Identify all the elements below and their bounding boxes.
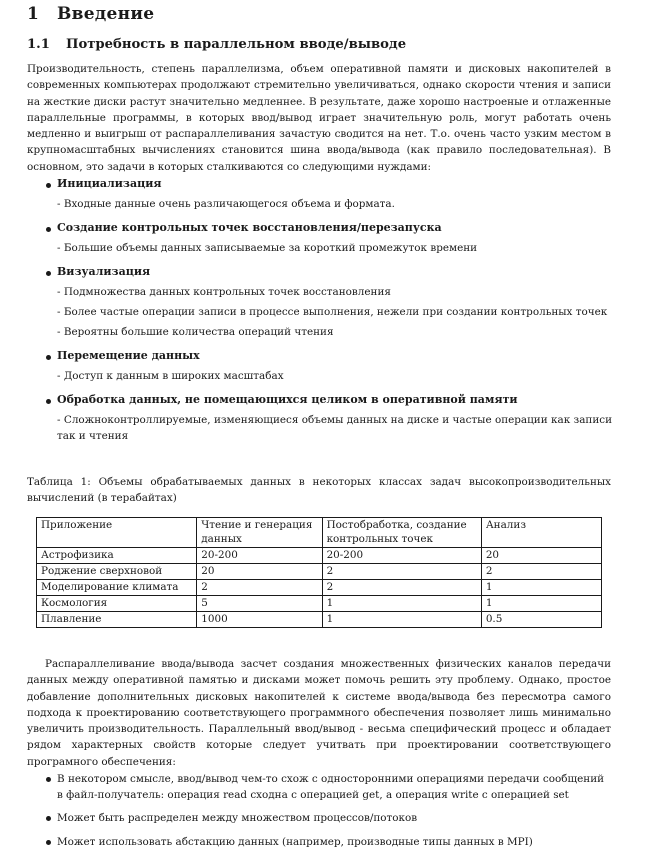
table-cell: 20: [481, 548, 601, 564]
list-item-detail: - Доступ к данным в широких масштабах: [57, 370, 284, 382]
bullet-icon: [46, 840, 51, 845]
table-caption: Таблица 1: Объемы обрабатываемых данных в некоторых классах задач высокопроизводительных вычислений (в терабайтах): [27, 476, 611, 505]
table-row: [37, 580, 602, 596]
table-cell: 2: [322, 564, 481, 580]
bullet-icon: [46, 227, 51, 232]
table-cell: 1: [322, 596, 481, 612]
table-row: [37, 564, 602, 580]
table-cell: 2: [322, 580, 481, 596]
table-cell: 20-200: [197, 548, 322, 564]
list-item-text: Может быть распределен между множеством процессов/потоков: [57, 812, 418, 824]
subsection-title: Потребность в параллельном вводе/выводе: [66, 37, 407, 52]
table-header-row: [37, 518, 602, 548]
table-row: [37, 548, 602, 564]
intro-paragraph-text: Производительность, степень параллелизма, объем оперативной памяти и дисковых накопителей в современных компьютерах продолжают стремительно увеличиваться, однако скорости чтения и записи на жесткие диски растут значительно медленнее. В результате, даже хорошо настроеные и отлаженные параллельные программы, в которых ввод/вывод играет значительную роль, могут работать очень медленно и выигрыш от распараллеливания зачастую сводится на нет. Т.о. очень часто узким местом в крупномасштабных вычислениях становится шина ввода/вывода (как правило последовательная). В основном, это задачи в которых сталкиваются со следующими нуждами:: [27, 63, 611, 173]
section-title: Введение: [57, 4, 155, 24]
table-row: [37, 596, 602, 612]
list-item-detail: - Вероятны большие количества операций чтения: [57, 326, 334, 338]
table-header-cell: Постобработка, создание контрольных точек: [322, 518, 481, 548]
list-item-detail: - Сложноконтроллируемые, изменяющиеся объемы данных на диске и частые операции как записи так и чтения: [57, 414, 612, 443]
intro-paragraph: [27, 61, 611, 175]
table-cell: 0.5: [481, 612, 601, 628]
table-cell: Плавление: [37, 612, 197, 628]
subsection-number: 1.1: [27, 37, 50, 52]
list-item-title: Перемещение данных: [57, 349, 200, 362]
second-paragraph-text: Распараллеливание ввода/вывода засчет создания множественных физических каналов передачи данных между оперативной памятью и дисками может помочь решить эту проблему. Однако, простое добавление дополнительных дисковых накопителей к системе ввода/вывода без пересмотра самого подхода к проектированию соответствующего программного обеспечения позволяет лишь минимально увеличить производительность. Параллельный ввод/вывод - весьма специфический процесс и обладает рядом характерных свойств которые следует учитвать при проектировании соответствующего програмного обеспечения:: [27, 658, 611, 768]
list-item-detail: - Подмножества данных контрольных точек восстановления: [57, 286, 391, 298]
table-cell: 2: [481, 564, 601, 580]
bullet-icon: [46, 271, 51, 276]
table-cell: Роджение сверхновой: [37, 564, 197, 580]
table-header-cell: Приложение: [37, 518, 197, 548]
table-cell: 20: [197, 564, 322, 580]
section-heading: [27, 4, 154, 24]
list-item-title: Визуализация: [57, 265, 151, 278]
table-cell: Астрофизика: [37, 548, 197, 564]
list-item-title: Создание контрольных точек восстановления/перезапуска: [57, 221, 442, 234]
list-item-text: Может использовать абстакцию данных (например, производные типы данных в MPI): [57, 836, 533, 848]
bullet-icon: [46, 816, 51, 821]
table-cell: Космология: [37, 596, 197, 612]
bullet-icon: [46, 399, 51, 404]
table-header-cell: Анализ: [481, 518, 601, 548]
table-cell: 20-200: [322, 548, 481, 564]
table-cell: 1: [481, 580, 601, 596]
table-cell: 1: [481, 596, 601, 612]
bullet-icon: [46, 355, 51, 360]
table-cell: 5: [197, 596, 322, 612]
table-cell: 2: [197, 580, 322, 596]
subsection-heading: [27, 37, 406, 52]
table-header-cell: Чтение и генерация данных: [197, 518, 322, 548]
data-volume-table: [36, 517, 602, 628]
list-item-title: Инициализация: [57, 177, 162, 190]
list-item-title: Обработка данных, не помещающихся целиком в оперативной памяти: [57, 393, 518, 406]
section-number: 1: [27, 4, 40, 24]
table-row: [37, 612, 602, 628]
table-cell: 1000: [197, 612, 322, 628]
list-item-detail: - Входные данные очень различающегося объема и формата.: [57, 198, 395, 210]
list-item-detail: - Более частые операции записи в процессе выполнения, нежели при создании контрольных точек: [57, 306, 608, 318]
table-cell: 1: [322, 612, 481, 628]
list-item-detail: - Большие объемы данных записываемые за короткий промежуток времени: [57, 242, 478, 254]
table-cell: Моделирование климата: [37, 580, 197, 596]
second-paragraph: [27, 656, 611, 770]
list-item-text: В некотором смысле, ввод/вывод чем-то схож с односторонними операциями передачи сообщений в файл-получатель: операция read сходна с операцией get, а операция write с операцией set: [57, 773, 605, 801]
bullet-icon: [46, 183, 51, 188]
bullet-icon: [46, 777, 51, 782]
